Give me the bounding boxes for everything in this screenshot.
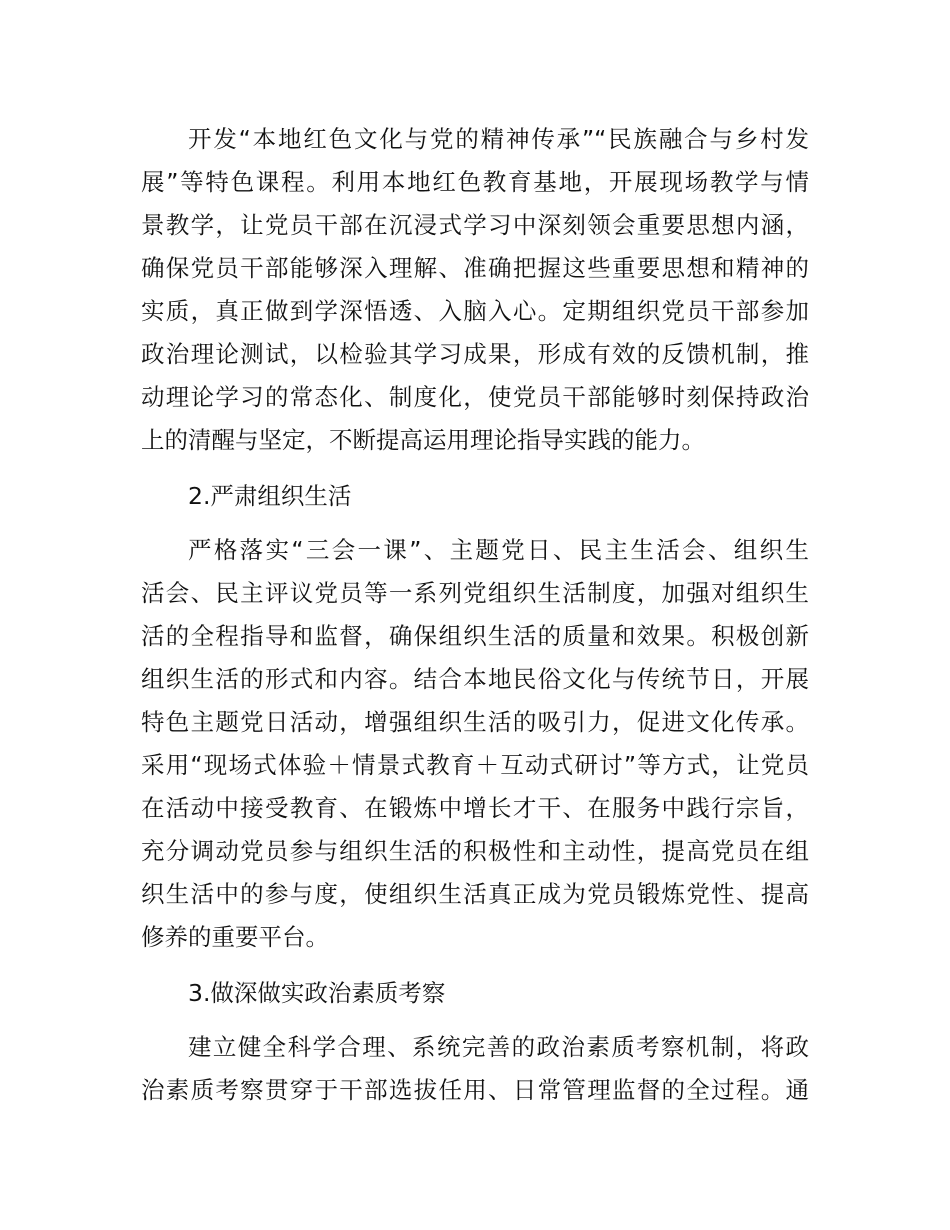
text-line: 动理论学习的常态化、制度化，使党员干部能够时刻保持政治 [141, 383, 809, 411]
text-line: 景教学，让党员干部在沉浸式学习中深刻领会重要思想内涵， [141, 211, 809, 239]
document-page [141, 118, 809, 1112]
text-line: 确保党员干部能够深入理解、准确把握这些重要思想和精神的 [141, 254, 809, 282]
paragraph-2 [141, 529, 809, 959]
text-line: 上的清醒与坚定，不断提高运用理论指导实践的能力。 [141, 426, 705, 454]
paragraph-1 [141, 118, 809, 462]
text-line: 展”等特色课程。利用本地红色教育基地，开展现场教学与情 [141, 168, 809, 196]
text-line: 活的全程指导和监督，确保组织生活的质量和效果。积极创新 [141, 622, 809, 650]
text-line: 采用“现场式体验＋情景式教育＋互动式研讨”等方式，让党员 [141, 751, 809, 779]
paragraph-3 [141, 1026, 809, 1112]
text-line: 开发“本地红色文化与党的精神传承”“民族融合与乡村发 [188, 125, 809, 153]
text-line: 政治理论测试，以检验其学习成果，形成有效的反馈机制，推 [141, 340, 809, 368]
text-line: 活会、民主评议党员等一系列党组织生活制度，加强对组织生 [141, 579, 809, 607]
section-heading-3: 3.做深做实政治素质考察 [188, 979, 446, 1007]
text-line: 特色主题党日活动，增强组织生活的吸引力，促进文化传承。 [141, 708, 809, 736]
text-line: 严格落实“三会一课”、主题党日、民主生活会、组织生 [188, 536, 809, 564]
text-line: 实质，真正做到学深悟透、入脑入心。定期组织党员干部参加 [141, 297, 809, 325]
text-line: 修养的重要平台。 [141, 923, 329, 951]
section-heading-2: 2.严肃组织生活 [188, 482, 352, 510]
text-line: 织生活中的参与度，使组织生活真正成为党员锻炼党性、提高 [141, 880, 809, 908]
text-line: 治素质考察贯穿于干部选拔任用、日常管理监督的全过程。通 [141, 1076, 809, 1104]
text-line: 组织生活的形式和内容。结合本地民俗文化与传统节日，开展 [141, 665, 809, 693]
text-line: 在活动中接受教育、在锻炼中增长才干、在服务中践行宗旨， [141, 794, 809, 822]
text-line: 建立健全科学合理、系统完善的政治素质考察机制，将政 [188, 1033, 809, 1061]
text-line: 充分调动党员参与组织生活的积极性和主动性，提高党员在组 [141, 837, 809, 865]
